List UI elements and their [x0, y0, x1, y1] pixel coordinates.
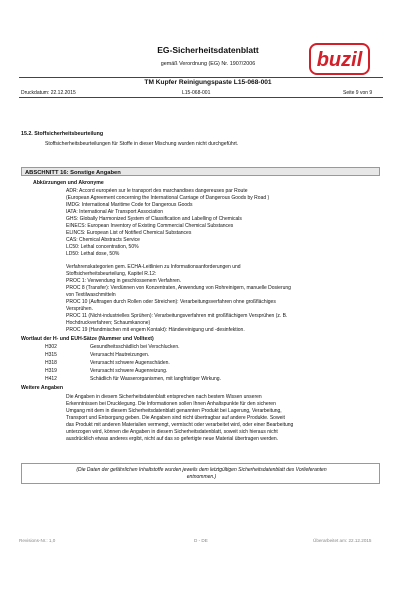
proc-line: PROC 11 (Nicht-industrielles Sprühen): Verarbeitungsverfahren mit großflächigem Versprühen (z. B.	[66, 313, 288, 319]
product-name: TM Kupfer Reinigungspaste L15-068-001	[144, 79, 272, 86]
h-code: H319	[45, 368, 57, 374]
proc-line: Hochdruckverfahren; Schaumkanone)	[66, 320, 151, 326]
abbrev-line: CAS: Chemical Abstracts Service	[66, 237, 140, 243]
abbrev-line: IMDG: International Maritime Code for Dangerous Goods	[66, 202, 193, 208]
proc-line: von Textilwaschmitteln	[66, 292, 116, 298]
page-number: Seite 9 von 9	[343, 90, 373, 96]
abbrev-line: IATA: International Air Transport Association	[66, 209, 164, 215]
footer-date: Überarbeitet am: 22.12.2015	[313, 538, 372, 543]
abbrev-line: ADR: Accord européen sur le transport des marchandises dangereuses par Route	[66, 188, 248, 194]
abbreviations-heading: Abkürzungen und Akronyme	[33, 180, 104, 186]
h-code: H315	[45, 352, 57, 358]
buzil-logo	[309, 43, 370, 75]
section-16-header: ABSCHNITT 16: Sonstige Angaben	[21, 167, 380, 176]
further-info-line: ausdrücklich etwas anderes ergibt, nicht auf das so gefertigte neue Material übertragen werden.	[66, 436, 279, 442]
header-divider-top	[19, 77, 383, 78]
supplier-note-line: (Die Daten der gefährlichen Inhaltstoffe wurden jeweils dem letztgültigen Sicherheitsdatenblatt des Vorlieferanten	[76, 467, 327, 473]
abbrev-line: LC50: Lethal concentration, 50%	[66, 244, 139, 250]
further-info-line: unterzogen wird, können die Angaben in diesem Sicherheitsdatenblatt, soweit sich hieraus nicht	[66, 429, 278, 435]
h-code: H302	[45, 344, 57, 350]
print-date: Druckdatum: 22.12.2015	[21, 90, 76, 96]
proc-line: PROC 10 (Auftragen durch Rollen oder Streichen): Verarbeitungsverfahren ohne großflächiges	[66, 299, 276, 305]
proc-line: PROC 1: Verwendung in geschlossenem Verfahren.	[66, 278, 182, 284]
proc-line: PROC 8 (Transfer): Verdünnen von Konzentraten, Anwendung von Rohreinigern, manuelle Dosierung	[66, 285, 291, 291]
regulation-subtitle: gemäß Verordnung (EG) Nr. 1907/2006	[160, 61, 256, 67]
document-title: EG-Sicherheitsdatenblatt	[157, 45, 259, 55]
abbrev-line: LD50: Lethal dose, 50%	[66, 251, 120, 257]
h-text: Verursacht schwere Augenschäden.	[90, 360, 170, 366]
h-statements-heading: Wortlaut der H- und EUH-Sätze (Nummer und Volltext)	[21, 336, 154, 342]
section-15-2-text: Stoffsicherheitsbeurteilungen für Stoffe in dieser Mischung wurden nicht durchgeführt.	[45, 141, 239, 147]
abbrev-line: GHS: Globally Harmonized System of Classification and Labelling of Chemicals	[66, 216, 242, 222]
further-info-line: Erkenntnissen bei Drucklegung. Die Informationen sollen Ihnen Anhaltspunkte für den sicheren	[66, 401, 276, 407]
section-15-2-heading: 15.2. Stoffsicherheitsbeurteilung	[21, 131, 104, 137]
logo-wordmark: buzil	[316, 49, 363, 71]
proc-line: Stoffsicherheitsbeurteilung, Kapitel R.12:	[66, 271, 157, 277]
proc-line: PROC 19 (Handmischen mit engem Kontakt): Händereinigung und -desinfektion.	[66, 327, 245, 333]
further-info-line: Transport und Entsorgung geben. Die Angaben sind nicht übertragbar auf andere Produkte. Soweit	[66, 415, 285, 421]
further-info-line: Umgang mit dem in diesem Sicherheitsdatenblatt genannten Produkt bei Lagerung, Verarbeitung,	[66, 408, 282, 414]
supplier-note-line: entnommen.)	[186, 474, 217, 480]
further-info-heading: Weitere Angaben	[21, 385, 64, 391]
h-text: Gesundheitsschädlich bei Verschlucken.	[90, 344, 180, 350]
abbrev-line: EINECS: European Inventory of Existing Commercial Chemical Substances	[66, 223, 234, 229]
proc-line: Versprühen.	[66, 306, 93, 312]
further-info-line: das Produkt mit anderen Materialien vermengt, vermischt oder verarbeitet wird, oder einer Bearbeitung	[66, 422, 294, 428]
h-code: H412	[45, 376, 57, 382]
abbrev-line: ELINCS: European List of Notified Chemical Substances	[66, 230, 192, 236]
product-code: L15-068-001	[182, 90, 211, 96]
h-code: H318	[45, 360, 57, 366]
abbrev-line: (European Agreement concerning the International Carriage of Dangerous Goods by Road )	[66, 195, 270, 201]
supplier-note-box	[21, 463, 380, 484]
footer-code: D - DE	[194, 538, 208, 543]
further-info-line: Die Angaben in diesem Sicherheitsdatenblatt entsprechen nach bestem Wissen unseren	[66, 394, 262, 400]
h-text: Verursacht Hautreizungen.	[90, 352, 150, 358]
header-divider-bottom	[19, 97, 383, 98]
proc-line: Verfahrenskategorien gem. ECHA-Leitlinien zu Informationsanforderungen und	[66, 264, 241, 270]
footer-revision: Revisions-Nr.: 1,0	[19, 538, 56, 543]
h-text: Verursacht schwere Augenreizung.	[90, 368, 168, 374]
h-text: Schädlich für Wasserorganismen, mit langfristiger Wirkung.	[90, 376, 221, 382]
